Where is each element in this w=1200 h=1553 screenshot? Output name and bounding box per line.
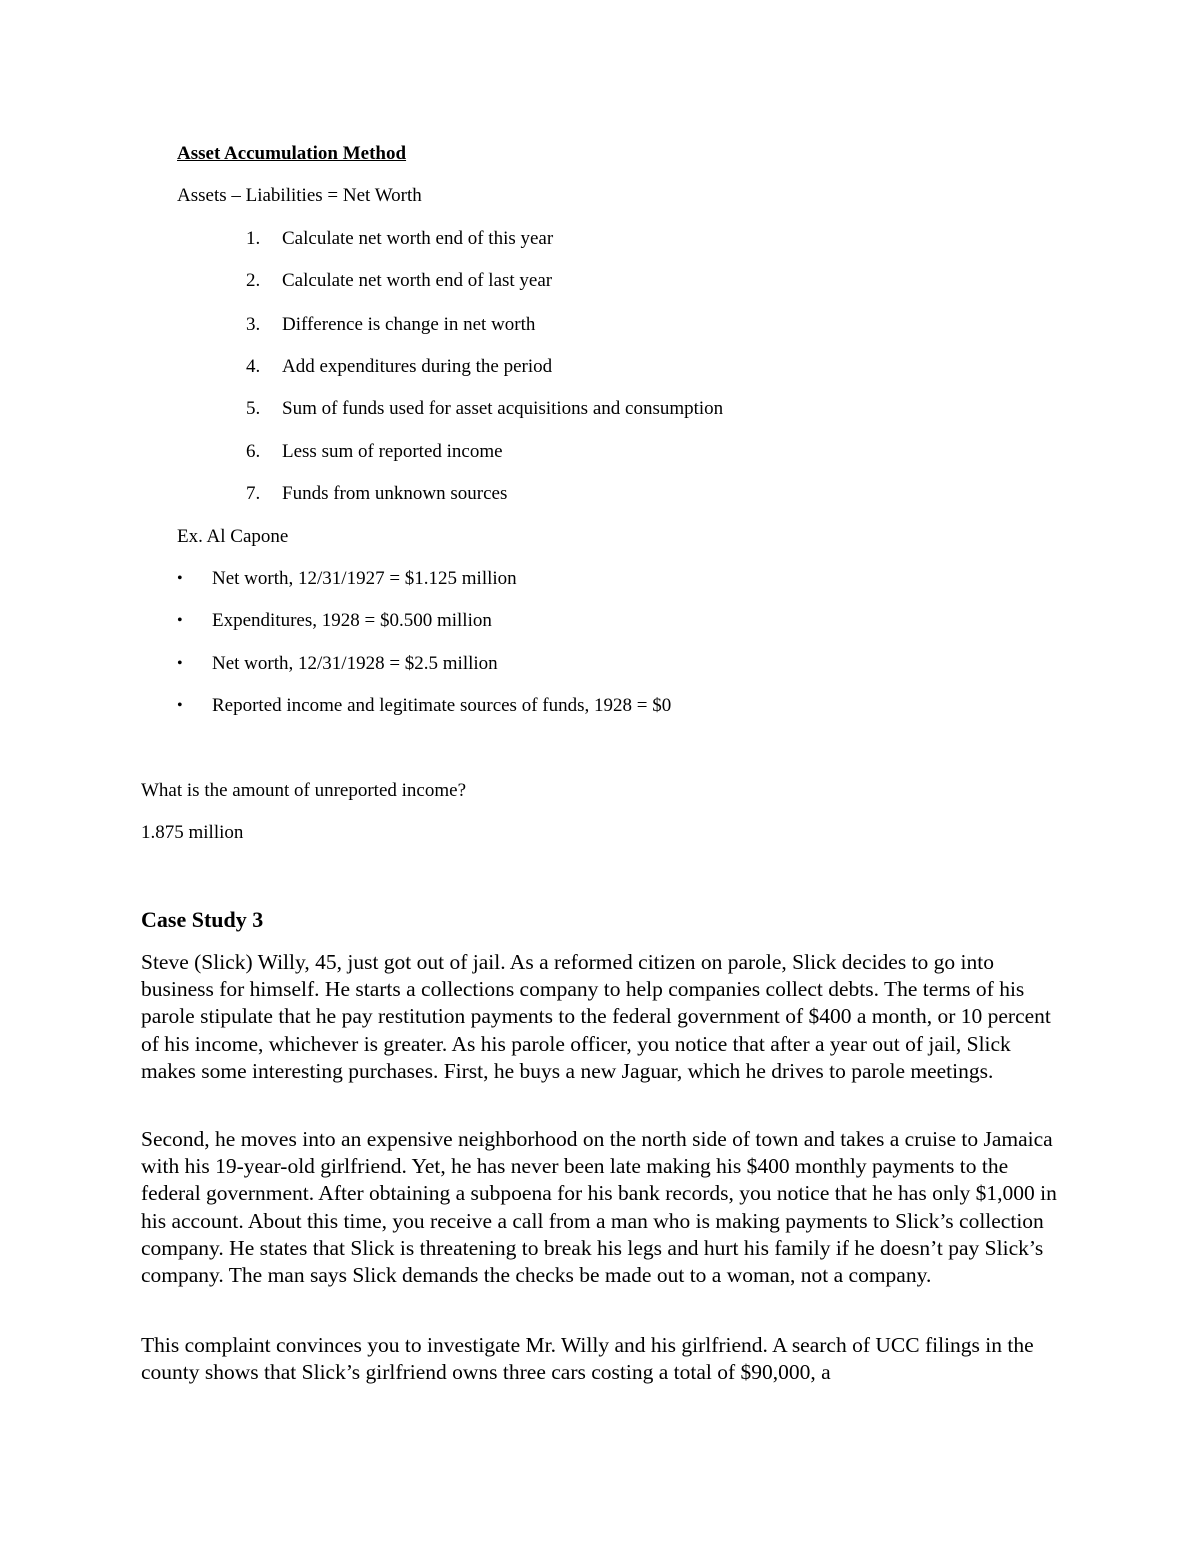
bullet-glyph: • [177, 655, 183, 672]
bullet-text: Expenditures, 1928 = $0.500 million [212, 610, 492, 631]
step-number: 2. [246, 270, 261, 291]
section-heading: Asset Accumulation Method [177, 143, 407, 164]
step-text: Calculate net worth end of last year [282, 270, 553, 291]
net-worth-formula: Assets – Liabilities = Net Worth [177, 185, 422, 206]
step-text: Sum of funds used for asset acquisitions and consumption [282, 398, 724, 419]
step-number: 7. [246, 483, 261, 504]
bullet-text: Net worth, 12/31/1927 = $1.125 million [212, 568, 517, 589]
step-text: Funds from unknown sources [282, 483, 508, 504]
case-study-heading: Case Study 3 [141, 907, 264, 932]
step-text: Add expenditures during the period [282, 356, 553, 377]
case-paragraph-1: Steve (Slick) Willy, 45, just got out of jail. As a reformed citizen on parole, Slick decides to go into business for himself. He starts a collections company to help companies collect debts. The terms of his parole stipulate that he pay restitution payments to the federal government of $400 a month, or 10 percent of his income, whichever is greater. As his parole officer, you notice that after a year out of jail, Slick makes some interesting purchases. First, he buys a new Jaguar, which he drives to parole meetings. [141, 950, 1051, 1083]
step-text: Calculate net worth end of this year [282, 228, 554, 249]
step-number: 6. [246, 441, 261, 462]
case-paragraph-3: This complaint convinces you to investigate Mr. Willy and his girlfriend. A search of UCC filings in the county shows that Slick’s girlfriend owns three cars costing a total of $90,000, a [141, 1333, 1034, 1385]
step-text: Less sum of reported income [282, 441, 503, 462]
bullet-text: Reported income and legitimate sources of funds, 1928 = $0 [212, 695, 672, 716]
example-label: Ex. Al Capone [177, 526, 289, 547]
bullet-glyph: • [177, 570, 183, 587]
step-number: 1. [246, 228, 261, 249]
case-paragraph-2: Second, he moves into an expensive neighborhood on the north side of town and takes a cruise to Jamaica with his 19-year-old girlfriend. Yet, he has never been late making his $400 monthly payments to the federal government. After obtaining a subpoena for his bank records, you notice that he has only $1,000 in his account. About this time, you receive a call from a man who is making payments to Slick’s collection company. He states that Slick is threatening to break his legs and hurt his family if he doesn’t pay Slick’s company. The man says Slick demands the checks be made out to a woman, not a company. [141, 1127, 1057, 1288]
bullet-glyph: • [177, 612, 183, 629]
bullet-text: Net worth, 12/31/1928 = $2.5 million [212, 653, 498, 674]
step-number: 4. [246, 356, 261, 377]
bullet-glyph: • [177, 697, 183, 714]
answer-text: 1.875 million [141, 822, 244, 843]
step-number: 3. [246, 314, 261, 335]
question-text: What is the amount of unreported income? [141, 780, 467, 801]
step-number: 5. [246, 398, 261, 419]
step-text: Difference is change in net worth [282, 314, 536, 335]
